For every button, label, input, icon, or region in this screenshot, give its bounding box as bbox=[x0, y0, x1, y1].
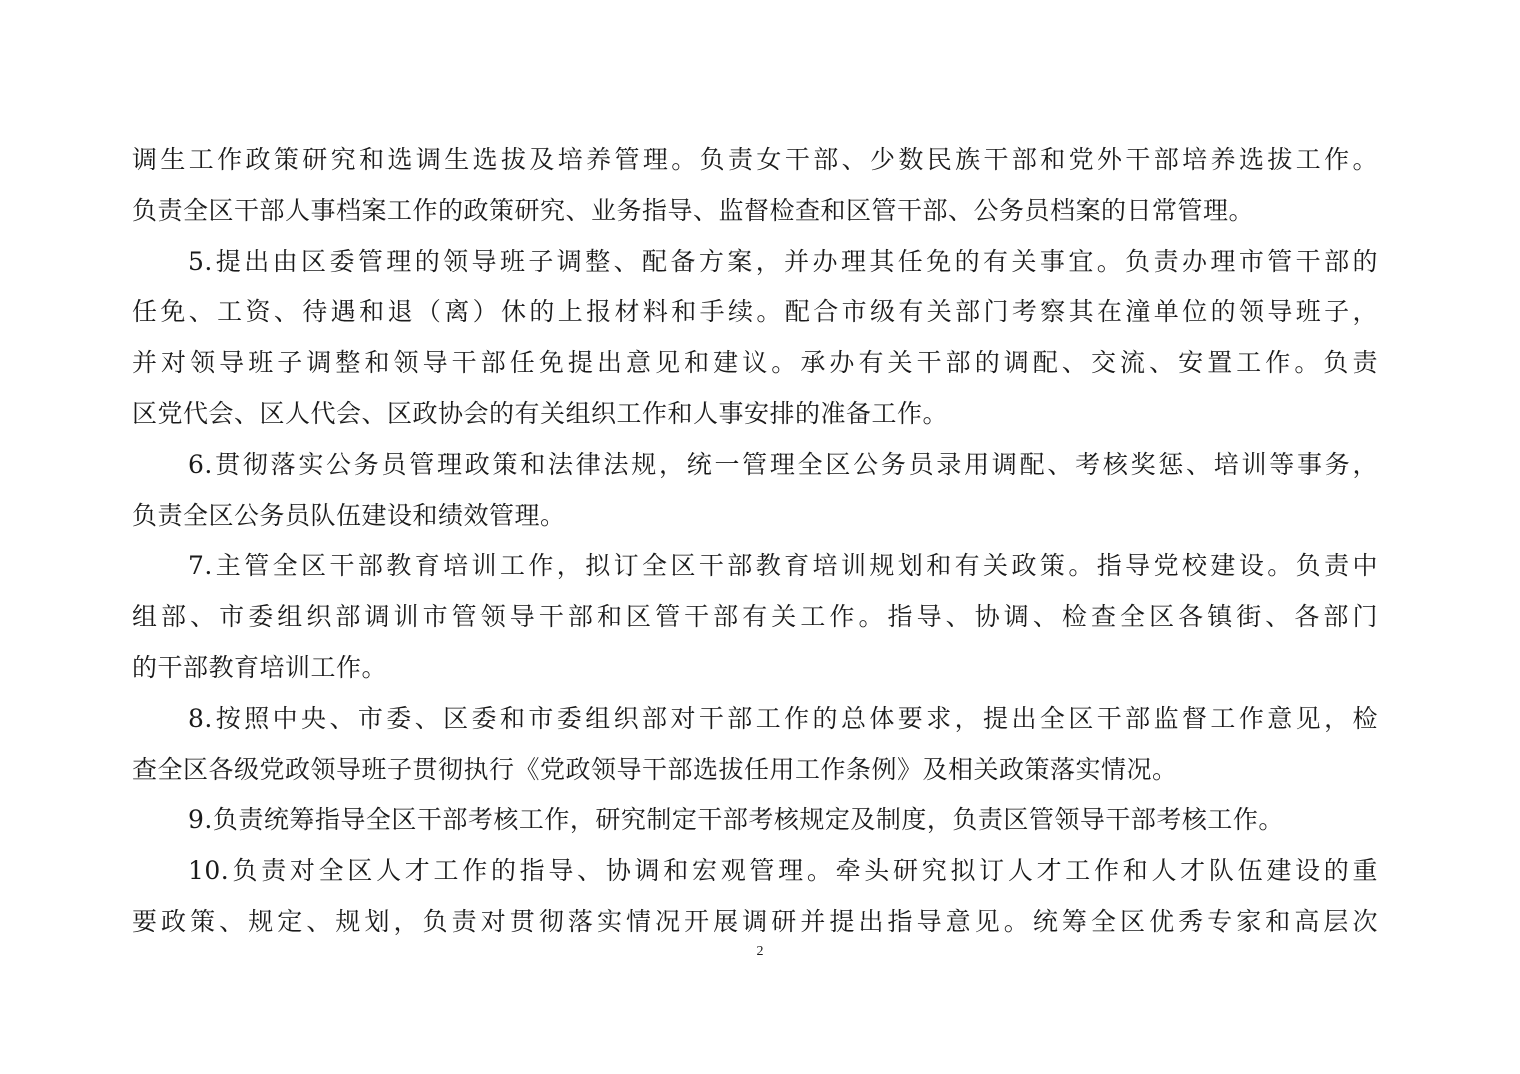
paragraph-line: 任免、工资、待遇和退（离）休的上报材料和手续。配合市级有关部门考察其在潼单位的领导班子， bbox=[132, 297, 1378, 327]
paragraph-line: 10.负责对全区人才工作的指导、协调和宏观管理。牵头研究拟订人才工作和人才队伍建设的重 bbox=[188, 856, 1378, 886]
paragraph-line: 5.提出由区委管理的领导班子调整、配备方案，并办理其任免的有关事宜。负责办理市管干部的 bbox=[188, 246, 1378, 276]
paragraph-line: 区党代会、区人代会、区政协会的有关组织工作和人事安排的准备工作。 bbox=[132, 398, 949, 428]
paragraph-line: 查全区各级党政领导班子贯彻执行《党政领导干部选拔任用工作条例》及相关政策落实情况。 bbox=[132, 754, 1178, 784]
paragraph-line: 7.主管全区干部教育培训工作，拟订全区干部教育培训规划和有关政策。指导党校建设。负责中 bbox=[188, 551, 1378, 581]
paragraph-line: 8.按照中央、市委、区委和市委组织部对干部工作的总体要求，提出全区干部监督工作意见，检 bbox=[188, 703, 1378, 733]
paragraph-line: 6.贯彻落实公务员管理政策和法律法规，统一管理全区公务员录用调配、考核奖惩、培训等事务， bbox=[188, 449, 1378, 479]
paragraph-line: 的干部教育培训工作。 bbox=[132, 652, 388, 682]
document-body bbox=[132, 135, 1378, 948]
paragraph-line: 并对领导班子调整和领导干部任免提出意见和建议。承办有关干部的调配、交流、安置工作。负责 bbox=[132, 348, 1378, 378]
paragraph-line: 负责全区公务员队伍建设和绩效管理。 bbox=[132, 500, 566, 530]
paragraph-line: 组部、市委组织部调训市管领导干部和区管干部有关工作。指导、协调、检查全区各镇街、各部门 bbox=[132, 602, 1378, 632]
page-number: 2 bbox=[756, 944, 764, 959]
paragraph-line: 9.负责统筹指导全区干部考核工作，研究制定干部考核规定及制度，负责区管领导干部考核工作。 bbox=[188, 805, 1284, 835]
paragraph-line: 要政策、规定、规划，负责对贯彻落实情况开展调研并提出指导意见。统筹全区优秀专家和高层次 bbox=[132, 906, 1378, 936]
paragraph-line: 调生工作政策研究和选调生选拔及培养管理。负责女干部、少数民族干部和党外干部培养选拔工作。 bbox=[132, 145, 1378, 174]
paragraph-line: 负责全区干部人事档案工作的政策研究、业务指导、监督检查和区管干部、公务员档案的日常管理。 bbox=[132, 195, 1255, 225]
